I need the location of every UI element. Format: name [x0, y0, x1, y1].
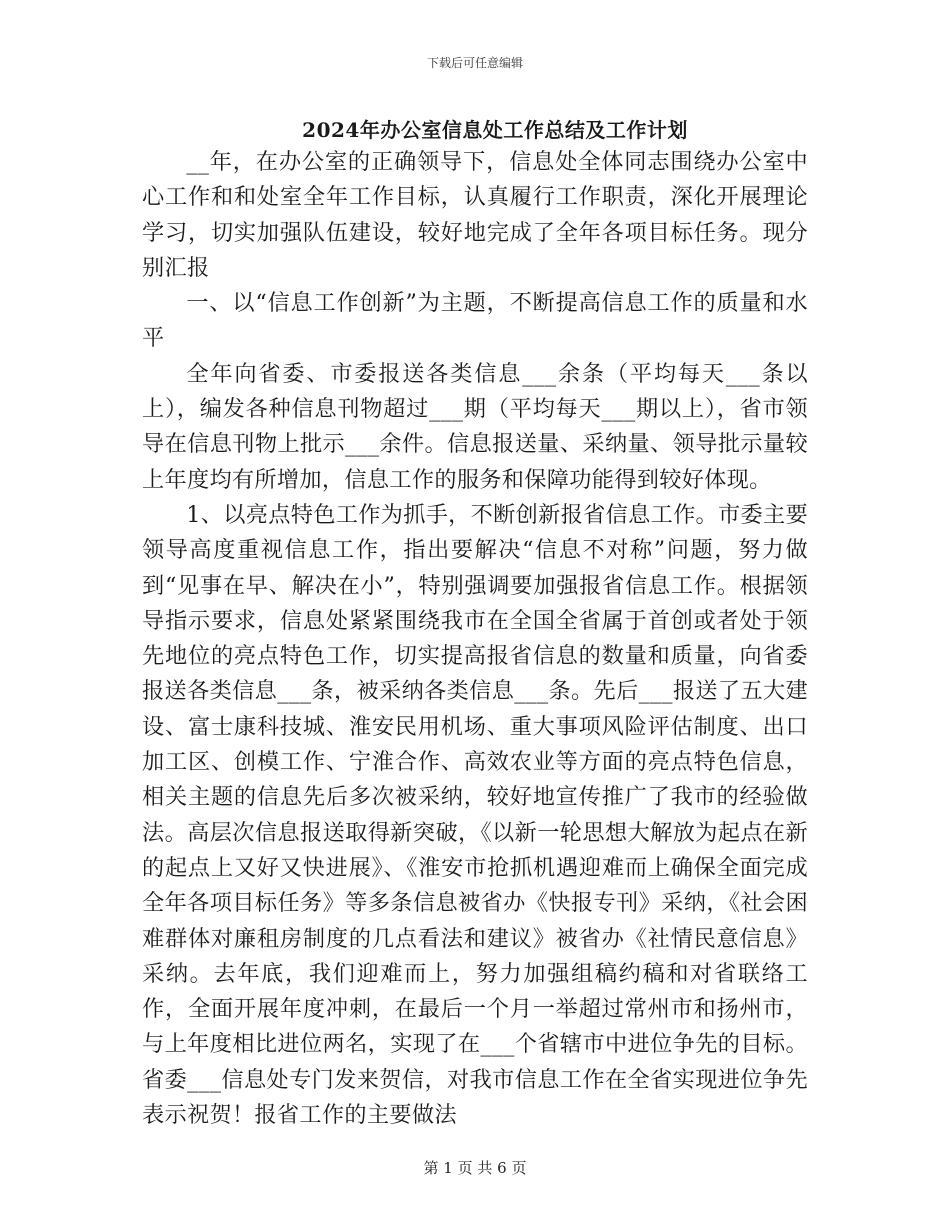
paragraph-section-heading: 一、以“信息工作创新”为主题，不断提高信息工作的质量和水平 — [142, 290, 808, 352]
paragraph-item-1: 1、以亮点特色工作为抓手，不断创新报省信息工作。市委主要领导高度重视信息工作，指出要解决“信息不对称”问题，努力做到“见事在早、解决在小”，特别强调要加强报省信息工作。根据领导指示要求，信息处紧紧围绕我市在全国全省属于首创或者处于领先地位的亮点特色工作，切实提高报省信息的数量和质量，向省委报送各类信息___条，被采纳各类信息___条。先后___报送了五大建设、富士康科技城、淮安民用机场、重大事项风险评估制度、出口加工区、创模工作、宁淮合作、高效农业等方面的亮点特色信息，相关主题的信息先后多次被采纳，较好地宣传推广了我市的经验做法。高层次信息报送取得新突破，《以新一轮思想大解放为起点在新的起点上又好又快进展》、《淮安市抢抓机遇迎难而上确保全面完成全年各项目标任务》等多条信息被省办《快报专刊》采纳，《社会困难群体对廉租房制度的几点看法和建议》被省办《社情民意信息》采纳。去年底，我们迎难而上，努力加强组稿约稿和对省联络工作，全面开展年度冲刺，在最后一个月一举超过常州市和扬州市，与上年度相比进位两名，实现了在___个省辖市中进位争先的目标。省委___信息处专门发来贺信，对我市信息工作在全省实现进位争先表示祝贺！报省工作的主要做法 — [142, 501, 808, 1129]
paragraph-summary: 全年向省委、市委报送各类信息___余条（平均每天___条以上），编发各种信息刊物超过___期（平均每天___期以上），省市领导在信息刊物上批示___余件。信息报送量、采纳量、领导批示量较上年度均有所增加，信息工作的服务和保障功能得到较好体现。 — [142, 360, 808, 493]
page-number: 第 1 页 共 6 页 — [423, 1159, 527, 1177]
paragraph-intro: __年，在办公室的正确领导下，信息处全体同志围绕办公室中心工作和和处室全年工作目标，认真履行工作职责，深化开展理论学习，切实加强队伍建设，较好地完成了全年各项目标任务。现分别汇报 — [142, 149, 808, 281]
document-title: 2024年办公室信息处工作总结及工作计划 — [302, 118, 688, 142]
page-header-note: 下载后可任意编辑 — [426, 56, 523, 70]
document-body — [142, 145, 808, 1133]
